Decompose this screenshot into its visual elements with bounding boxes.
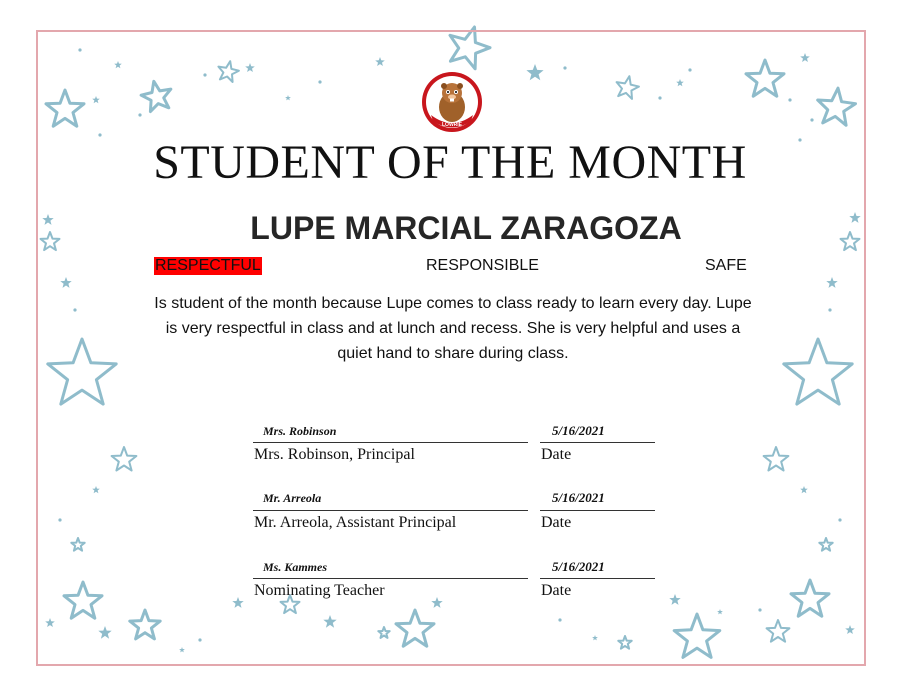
nomination-description: Is student of the month because Lupe comes to class ready to learn every day. Lupe is very respectful in class and at lunch and recess. She is very helpful and uses a quiet hand to share during class.	[154, 295, 752, 362]
role-label-teacher: Nominating Teacher	[254, 582, 385, 599]
beaver-mascot-logo	[421, 71, 483, 133]
date-label: Date	[541, 582, 572, 599]
signature-assistant-principal: Mr. Arreola	[263, 491, 322, 505]
date-label: Date	[541, 514, 572, 531]
signature-date-principal: 5/16/2021	[552, 423, 605, 438]
signature-date-assistant-principal: 5/16/2021	[552, 490, 605, 505]
role-label-assistant-principal: Mr. Arreola, Assistant Principal	[254, 514, 457, 531]
date-line	[540, 510, 655, 511]
date-line	[540, 442, 655, 443]
trait-safe: SAFE	[705, 257, 747, 274]
signature-date-teacher: 5/16/2021	[552, 559, 605, 574]
signature-principal: Mrs. Robinson	[263, 424, 337, 438]
trait-responsible: RESPONSIBLE	[426, 257, 539, 274]
trait-respectful: RESPECTFUL	[155, 257, 261, 274]
signature-line	[253, 578, 528, 579]
certificate-title: STUDENT OF THE MONTH	[153, 136, 747, 189]
signature-line	[253, 510, 528, 511]
signature-line	[253, 442, 528, 443]
date-label: Date	[541, 446, 572, 463]
date-line	[540, 578, 655, 579]
role-label-principal: Mrs. Robinson, Principal	[254, 446, 415, 463]
student-name: LUPE MARCIAL ZARAGOZA	[250, 210, 682, 246]
logo-text: LOWRIE	[442, 122, 462, 128]
signature-teacher: Ms. Kammes	[263, 560, 328, 574]
